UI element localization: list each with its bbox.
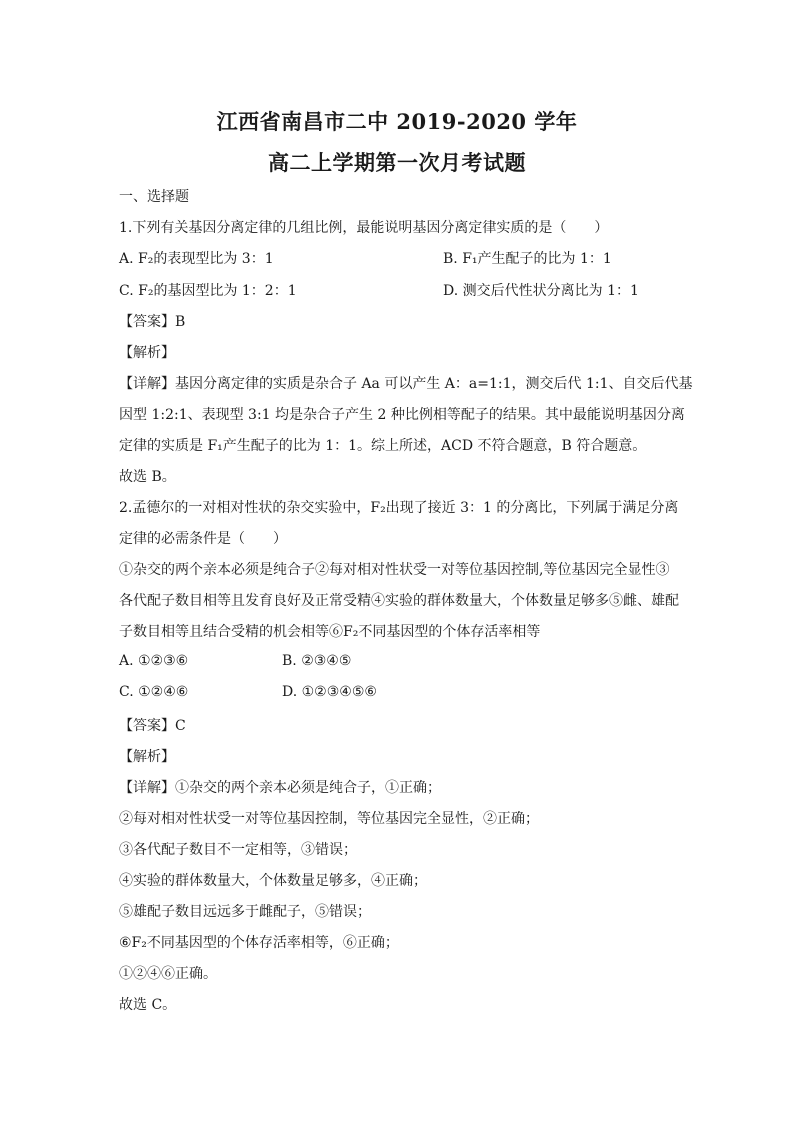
q1-stem: 1.下列有关基因分离定律的几组比例，最能说明基因分离定律实质的是（ ）: [119, 220, 609, 236]
q2-option-b: B. ②③④⑤: [282, 653, 352, 669]
q1-detail-line: 【详解】基因分离定律的实质是杂合子 Aa 可以产生 A：a=1:1，测交后代 1:1、自交后代基: [119, 376, 693, 392]
q2-detail-line: ⑥F₂不同基因型的个体存活率相等，⑥正确；: [119, 935, 399, 951]
q2-option-d: D. ①②③④⑤⑥: [282, 684, 377, 700]
q1-answer: 【答案】B: [119, 314, 186, 330]
q2-detail-line: ③各代配子数目不一定相等，③错误；: [119, 842, 357, 858]
q1-analysis-label: 【解析】: [119, 345, 175, 361]
q1-option-d: D. 测交后代性状分离比为 1：1: [443, 283, 639, 299]
q2-conclusion: 故选 C。: [119, 997, 177, 1013]
q2-stem: 定律的必需条件是（ ）: [119, 531, 287, 547]
q2-detail-line: ⑤雄配子数目远远多于雌配子，⑤错误；: [119, 904, 371, 920]
document-subtitle: 高二上学期第一次月考试题: [268, 150, 526, 175]
q1-option-a: A. F₂的表现型比为 3：1: [119, 251, 274, 267]
q2-detail-line: ①②④⑥正确。: [119, 966, 217, 982]
q2-analysis-label: 【解析】: [119, 749, 175, 765]
q2-detail-line: ②每对相对性状受一对等位基因控制，等位基因完全显性，②正确；: [119, 811, 539, 827]
q1-detail-line: 因型 1:2:1、表现型 3:1 均是杂合子产生 2 种比例相等配子的结果。其中最能说明基因分离: [119, 407, 685, 423]
q2-detail-line: 【详解】①杂交的两个亲本必须是纯合子，①正确；: [119, 780, 441, 796]
q2-detail-line: ④实验的群体数量大，个体数量足够多，④正确；: [119, 873, 427, 889]
document-title: 江西省南昌市二中 2019-2020 学年: [216, 109, 578, 134]
q2-condition-line: 子数目相等且结合受精的机会相等⑥F₂不同基因型的个体存活率相等: [119, 624, 541, 640]
q1-conclusion: 故选 B。: [119, 469, 176, 485]
q2-stem: 2.孟德尔的一对相对性状的杂交实验中，F₂出现了接近 3：1 的分离比，下列属于满足分离: [119, 500, 679, 516]
q2-option-a: A. ①②③⑥: [119, 653, 189, 669]
q1-detail-line: 定律的实质是 F₁产生配子的比为 1：1。综上所述，ACD 不符合题意，B 符合题意。: [119, 438, 647, 454]
q2-option-c: C. ①②④⑥: [119, 684, 189, 700]
q1-option-c: C. F₂的基因型比为 1：2：1: [119, 283, 297, 299]
q1-option-b: B. F₁产生配子的比为 1：1: [443, 251, 612, 267]
q2-answer: 【答案】C: [119, 718, 186, 734]
q2-condition-line: 各代配子数目相等且发育良好及正常受精④实验的群体数量大，个体数量足够多⑤雌、雄配: [119, 593, 679, 609]
q2-condition-line: ①杂交的两个亲本必须是纯合子②每对相对性状受一对等位基因控制,等位基因完全显性③: [119, 562, 670, 578]
section-heading: 一、选择题: [119, 189, 189, 205]
